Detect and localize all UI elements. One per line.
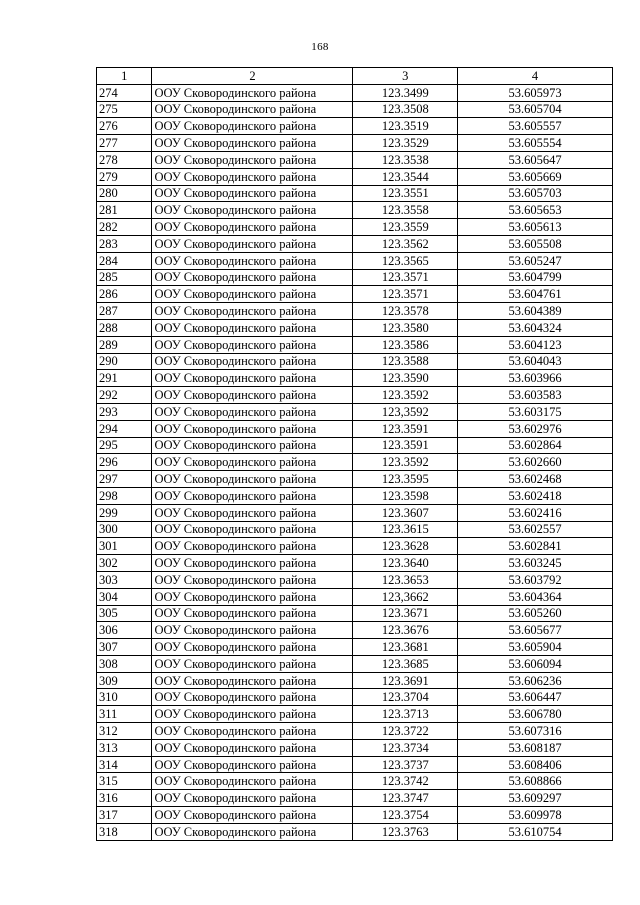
row-number-cell: 298 bbox=[97, 487, 152, 504]
object-name-cell: ООУ Сковородинского района bbox=[152, 403, 353, 420]
table-row bbox=[97, 118, 613, 135]
latitude-cell: 53.602418 bbox=[458, 487, 613, 504]
table-row bbox=[97, 252, 613, 269]
object-name-cell: ООУ Сковородинского района bbox=[152, 437, 353, 454]
row-number-cell: 293 bbox=[97, 403, 152, 420]
object-name-cell: ООУ Сковородинского района bbox=[152, 252, 353, 269]
latitude-cell: 53.602557 bbox=[458, 521, 613, 538]
page-number: 168 bbox=[311, 41, 329, 53]
longitude-cell: 123.3565 bbox=[353, 252, 458, 269]
table-row bbox=[97, 823, 613, 840]
table-row bbox=[97, 336, 613, 353]
latitude-cell: 53.603583 bbox=[458, 387, 613, 404]
object-name-cell: ООУ Сковородинского района bbox=[152, 487, 353, 504]
table-row bbox=[97, 706, 613, 723]
coordinates-table bbox=[96, 67, 613, 841]
latitude-cell: 53.608866 bbox=[458, 773, 613, 790]
object-name-cell: ООУ Сковородинского района bbox=[152, 286, 353, 303]
table-row bbox=[97, 202, 613, 219]
latitude-cell: 53.605508 bbox=[458, 235, 613, 252]
row-number-cell: 277 bbox=[97, 135, 152, 152]
object-name-cell: ООУ Сковородинского района bbox=[152, 790, 353, 807]
row-number-cell: 297 bbox=[97, 471, 152, 488]
latitude-cell: 53.604364 bbox=[458, 588, 613, 605]
header-col-3: 3 bbox=[353, 68, 458, 85]
row-number-cell: 304 bbox=[97, 588, 152, 605]
object-name-cell: ООУ Сковородинского района bbox=[152, 689, 353, 706]
longitude-cell: 123.3538 bbox=[353, 151, 458, 168]
longitude-cell: 123.3586 bbox=[353, 336, 458, 353]
longitude-cell: 123.3685 bbox=[353, 655, 458, 672]
table-row bbox=[97, 756, 613, 773]
latitude-cell: 53.602416 bbox=[458, 504, 613, 521]
row-number-cell: 312 bbox=[97, 723, 152, 740]
row-number-cell: 291 bbox=[97, 370, 152, 387]
object-name-cell: ООУ Сковородинского района bbox=[152, 319, 353, 336]
longitude-cell: 123.3742 bbox=[353, 773, 458, 790]
row-number-cell: 309 bbox=[97, 672, 152, 689]
longitude-cell: 123.3544 bbox=[353, 168, 458, 185]
longitude-cell: 123.3598 bbox=[353, 487, 458, 504]
row-number-cell: 288 bbox=[97, 319, 152, 336]
latitude-cell: 53.604324 bbox=[458, 319, 613, 336]
row-number-cell: 278 bbox=[97, 151, 152, 168]
latitude-cell: 53.604389 bbox=[458, 303, 613, 320]
row-number-cell: 285 bbox=[97, 269, 152, 286]
longitude-cell: 123.3529 bbox=[353, 135, 458, 152]
longitude-cell: 123.3754 bbox=[353, 807, 458, 824]
table-row bbox=[97, 571, 613, 588]
latitude-cell: 53.606094 bbox=[458, 655, 613, 672]
table-row bbox=[97, 790, 613, 807]
longitude-cell: 123.3588 bbox=[353, 353, 458, 370]
latitude-cell: 53.603245 bbox=[458, 555, 613, 572]
latitude-cell: 53.605703 bbox=[458, 185, 613, 202]
table-row bbox=[97, 639, 613, 656]
table-row bbox=[97, 655, 613, 672]
object-name-cell: ООУ Сковородинского района bbox=[152, 807, 353, 824]
latitude-cell: 53.609978 bbox=[458, 807, 613, 824]
row-number-cell: 303 bbox=[97, 571, 152, 588]
latitude-cell: 53.604799 bbox=[458, 269, 613, 286]
object-name-cell: ООУ Сковородинского района bbox=[152, 521, 353, 538]
object-name-cell: ООУ Сковородинского района bbox=[152, 135, 353, 152]
object-name-cell: ООУ Сковородинского района bbox=[152, 588, 353, 605]
row-number-cell: 317 bbox=[97, 807, 152, 824]
row-number-cell: 292 bbox=[97, 387, 152, 404]
latitude-cell: 53.603966 bbox=[458, 370, 613, 387]
table-row bbox=[97, 689, 613, 706]
row-number-cell: 294 bbox=[97, 420, 152, 437]
table-row bbox=[97, 437, 613, 454]
object-name-cell: ООУ Сковородинского района bbox=[152, 672, 353, 689]
row-number-cell: 305 bbox=[97, 605, 152, 622]
table-row bbox=[97, 387, 613, 404]
longitude-cell: 123.3628 bbox=[353, 538, 458, 555]
table-row bbox=[97, 555, 613, 572]
row-number-cell: 315 bbox=[97, 773, 152, 790]
latitude-cell: 53.604043 bbox=[458, 353, 613, 370]
longitude-cell: 123.3592 bbox=[353, 387, 458, 404]
latitude-cell: 53.605647 bbox=[458, 151, 613, 168]
longitude-cell: 123.3615 bbox=[353, 521, 458, 538]
longitude-cell: 123,3592 bbox=[353, 403, 458, 420]
table-row bbox=[97, 168, 613, 185]
row-number-cell: 313 bbox=[97, 739, 152, 756]
latitude-cell: 53.610754 bbox=[458, 823, 613, 840]
table-row bbox=[97, 403, 613, 420]
object-name-cell: ООУ Сковородинского района bbox=[152, 387, 353, 404]
table-row bbox=[97, 672, 613, 689]
table-row bbox=[97, 84, 613, 101]
longitude-cell: 123.3559 bbox=[353, 219, 458, 236]
latitude-cell: 53.602468 bbox=[458, 471, 613, 488]
latitude-cell: 53.605677 bbox=[458, 622, 613, 639]
table-row bbox=[97, 739, 613, 756]
object-name-cell: ООУ Сковородинского района bbox=[152, 823, 353, 840]
row-number-cell: 287 bbox=[97, 303, 152, 320]
latitude-cell: 53.608187 bbox=[458, 739, 613, 756]
longitude-cell: 123.3676 bbox=[353, 622, 458, 639]
longitude-cell: 123.3734 bbox=[353, 739, 458, 756]
latitude-cell: 53.602841 bbox=[458, 538, 613, 555]
longitude-cell: 123.3607 bbox=[353, 504, 458, 521]
latitude-cell: 53.605613 bbox=[458, 219, 613, 236]
longitude-cell: 123.3571 bbox=[353, 269, 458, 286]
table-row bbox=[97, 319, 613, 336]
latitude-cell: 53.602660 bbox=[458, 454, 613, 471]
object-name-cell: ООУ Сковородинского района bbox=[152, 723, 353, 740]
object-name-cell: ООУ Сковородинского района bbox=[152, 269, 353, 286]
longitude-cell: 123.3640 bbox=[353, 555, 458, 572]
table-row bbox=[97, 723, 613, 740]
object-name-cell: ООУ Сковородинского района bbox=[152, 756, 353, 773]
row-number-cell: 310 bbox=[97, 689, 152, 706]
longitude-cell: 123.3558 bbox=[353, 202, 458, 219]
object-name-cell: ООУ Сковородинского района bbox=[152, 235, 353, 252]
latitude-cell: 53.605653 bbox=[458, 202, 613, 219]
longitude-cell: 123.3691 bbox=[353, 672, 458, 689]
object-name-cell: ООУ Сковородинского района bbox=[152, 773, 353, 790]
row-number-cell: 296 bbox=[97, 454, 152, 471]
latitude-cell: 53.602976 bbox=[458, 420, 613, 437]
longitude-cell: 123.3671 bbox=[353, 605, 458, 622]
object-name-cell: ООУ Сковородинского района bbox=[152, 605, 353, 622]
row-number-cell: 284 bbox=[97, 252, 152, 269]
table-row bbox=[97, 370, 613, 387]
longitude-cell: 123.3653 bbox=[353, 571, 458, 588]
latitude-cell: 53.606447 bbox=[458, 689, 613, 706]
latitude-cell: 53.605669 bbox=[458, 168, 613, 185]
object-name-cell: ООУ Сковородинского района bbox=[152, 370, 353, 387]
longitude-cell: 123,3662 bbox=[353, 588, 458, 605]
row-number-cell: 280 bbox=[97, 185, 152, 202]
object-name-cell: ООУ Сковородинского района bbox=[152, 571, 353, 588]
latitude-cell: 53.603792 bbox=[458, 571, 613, 588]
object-name-cell: ООУ Сковородинского района bbox=[152, 420, 353, 437]
table-row bbox=[97, 269, 613, 286]
table-row bbox=[97, 303, 613, 320]
longitude-cell: 123.3681 bbox=[353, 639, 458, 656]
longitude-cell: 123.3591 bbox=[353, 437, 458, 454]
table-row bbox=[97, 151, 613, 168]
header-col-1: 1 bbox=[97, 68, 152, 85]
object-name-cell: ООУ Сковородинского района bbox=[152, 639, 353, 656]
longitude-cell: 123.3592 bbox=[353, 454, 458, 471]
table-row bbox=[97, 588, 613, 605]
row-number-cell: 275 bbox=[97, 101, 152, 118]
longitude-cell: 123.3747 bbox=[353, 790, 458, 807]
row-number-cell: 318 bbox=[97, 823, 152, 840]
latitude-cell: 53.603175 bbox=[458, 403, 613, 420]
object-name-cell: ООУ Сковородинского района bbox=[152, 504, 353, 521]
row-number-cell: 289 bbox=[97, 336, 152, 353]
table-row bbox=[97, 538, 613, 555]
row-number-cell: 307 bbox=[97, 639, 152, 656]
table-row bbox=[97, 504, 613, 521]
row-number-cell: 311 bbox=[97, 706, 152, 723]
latitude-cell: 53.605247 bbox=[458, 252, 613, 269]
object-name-cell: ООУ Сковородинского района bbox=[152, 739, 353, 756]
table-row bbox=[97, 521, 613, 538]
table-row bbox=[97, 353, 613, 370]
longitude-cell: 123.3571 bbox=[353, 286, 458, 303]
longitude-cell: 123.3551 bbox=[353, 185, 458, 202]
longitude-cell: 123.3763 bbox=[353, 823, 458, 840]
object-name-cell: ООУ Сковородинского района bbox=[152, 454, 353, 471]
longitude-cell: 123.3578 bbox=[353, 303, 458, 320]
row-number-cell: 274 bbox=[97, 84, 152, 101]
longitude-cell: 123.3704 bbox=[353, 689, 458, 706]
table-row bbox=[97, 101, 613, 118]
object-name-cell: ООУ Сковородинского района bbox=[152, 706, 353, 723]
table-row bbox=[97, 807, 613, 824]
table-row bbox=[97, 773, 613, 790]
table-row bbox=[97, 286, 613, 303]
row-number-cell: 286 bbox=[97, 286, 152, 303]
table-row bbox=[97, 219, 613, 236]
object-name-cell: ООУ Сковородинского района bbox=[152, 219, 353, 236]
object-name-cell: ООУ Сковородинского района bbox=[152, 622, 353, 639]
latitude-cell: 53.608406 bbox=[458, 756, 613, 773]
latitude-cell: 53.606236 bbox=[458, 672, 613, 689]
row-number-cell: 283 bbox=[97, 235, 152, 252]
latitude-cell: 53.604761 bbox=[458, 286, 613, 303]
longitude-cell: 123.3508 bbox=[353, 101, 458, 118]
longitude-cell: 123.3591 bbox=[353, 420, 458, 437]
latitude-cell: 53.605704 bbox=[458, 101, 613, 118]
row-number-cell: 281 bbox=[97, 202, 152, 219]
table-row bbox=[97, 622, 613, 639]
row-number-cell: 279 bbox=[97, 168, 152, 185]
longitude-cell: 123.3580 bbox=[353, 319, 458, 336]
row-number-cell: 306 bbox=[97, 622, 152, 639]
object-name-cell: ООУ Сковородинского района bbox=[152, 168, 353, 185]
latitude-cell: 53.602864 bbox=[458, 437, 613, 454]
latitude-cell: 53.605904 bbox=[458, 639, 613, 656]
object-name-cell: ООУ Сковородинского района bbox=[152, 655, 353, 672]
row-number-cell: 276 bbox=[97, 118, 152, 135]
object-name-cell: ООУ Сковородинского района bbox=[152, 303, 353, 320]
longitude-cell: 123.3590 bbox=[353, 370, 458, 387]
latitude-cell: 53.605260 bbox=[458, 605, 613, 622]
object-name-cell: ООУ Сковородинского района bbox=[152, 118, 353, 135]
latitude-cell: 53.607316 bbox=[458, 723, 613, 740]
object-name-cell: ООУ Сковородинского района bbox=[152, 151, 353, 168]
table-row bbox=[97, 185, 613, 202]
latitude-cell: 53.606780 bbox=[458, 706, 613, 723]
longitude-cell: 123.3722 bbox=[353, 723, 458, 740]
object-name-cell: ООУ Сковородинского района bbox=[152, 471, 353, 488]
row-number-cell: 316 bbox=[97, 790, 152, 807]
table-row bbox=[97, 235, 613, 252]
table-row bbox=[97, 135, 613, 152]
row-number-cell: 301 bbox=[97, 538, 152, 555]
table-row bbox=[97, 605, 613, 622]
longitude-cell: 123.3499 bbox=[353, 84, 458, 101]
table-row bbox=[97, 420, 613, 437]
row-number-cell: 300 bbox=[97, 521, 152, 538]
latitude-cell: 53.609297 bbox=[458, 790, 613, 807]
row-number-cell: 295 bbox=[97, 437, 152, 454]
header-col-2: 2 bbox=[152, 68, 353, 85]
header-col-4: 4 bbox=[458, 68, 613, 85]
object-name-cell: ООУ Сковородинского района bbox=[152, 336, 353, 353]
row-number-cell: 299 bbox=[97, 504, 152, 521]
row-number-cell: 314 bbox=[97, 756, 152, 773]
latitude-cell: 53.604123 bbox=[458, 336, 613, 353]
table-row bbox=[97, 471, 613, 488]
row-number-cell: 302 bbox=[97, 555, 152, 572]
longitude-cell: 123.3519 bbox=[353, 118, 458, 135]
latitude-cell: 53.605557 bbox=[458, 118, 613, 135]
object-name-cell: ООУ Сковородинского района bbox=[152, 353, 353, 370]
table-row bbox=[97, 454, 613, 471]
row-number-cell: 282 bbox=[97, 219, 152, 236]
latitude-cell: 53.605973 bbox=[458, 84, 613, 101]
row-number-cell: 308 bbox=[97, 655, 152, 672]
object-name-cell: ООУ Сковородинского района bbox=[152, 202, 353, 219]
table-header-row bbox=[97, 68, 613, 85]
object-name-cell: ООУ Сковородинского района bbox=[152, 185, 353, 202]
table-row bbox=[97, 487, 613, 504]
longitude-cell: 123.3562 bbox=[353, 235, 458, 252]
object-name-cell: ООУ Сковородинского района bbox=[152, 101, 353, 118]
object-name-cell: ООУ Сковородинского района bbox=[152, 84, 353, 101]
latitude-cell: 53.605554 bbox=[458, 135, 613, 152]
object-name-cell: ООУ Сковородинского района bbox=[152, 538, 353, 555]
longitude-cell: 123.3713 bbox=[353, 706, 458, 723]
longitude-cell: 123.3737 bbox=[353, 756, 458, 773]
longitude-cell: 123.3595 bbox=[353, 471, 458, 488]
row-number-cell: 290 bbox=[97, 353, 152, 370]
object-name-cell: ООУ Сковородинского района bbox=[152, 555, 353, 572]
